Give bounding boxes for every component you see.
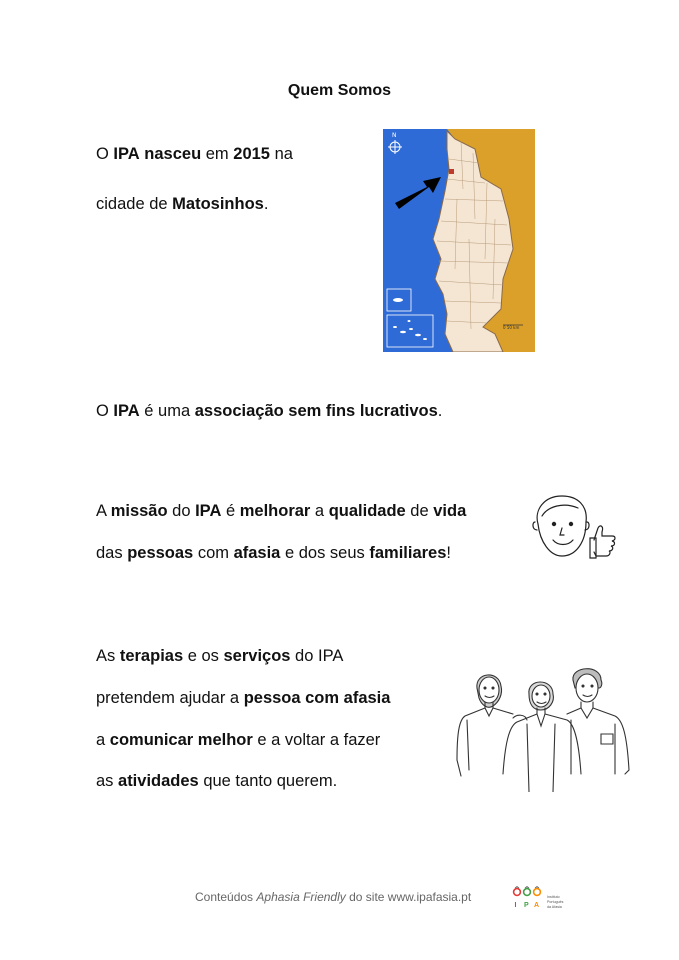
svg-text:Português: Português <box>547 900 564 904</box>
ipa-logo <box>512 886 578 914</box>
footer-credit: Conteúdos Aphasia Friendly do site www.ipafasia.pt <box>195 890 472 904</box>
intro-line-1: O IPA nasceu em 2015 na <box>96 145 293 163</box>
therapies-line-2: pretendem ajudar a pessoa com afasia <box>96 689 391 707</box>
svg-text:A: A <box>534 902 540 909</box>
therapies-line-4: as atividades que tanto querem. <box>96 772 338 790</box>
mission-line-2: das pessoas com afasia e dos seus familiares! <box>96 544 451 562</box>
mission-line-1: A missão do IPA é melhorar a qualidade de vida <box>96 502 467 520</box>
svg-text:Instituto: Instituto <box>547 895 560 899</box>
therapies-line-3: a comunicar melhor e a voltar a fazer <box>96 731 381 749</box>
north-label: N <box>392 132 397 139</box>
portugal-map-image <box>383 129 535 352</box>
svg-text:I: I <box>514 902 517 909</box>
smiling-face-thumbs-up-icon <box>528 490 620 562</box>
scale-label: 0 50 km <box>503 325 520 330</box>
group-of-people-illustration <box>455 664 633 792</box>
intro-line-2: cidade de Matosinhos. <box>96 195 269 213</box>
svg-text:P: P <box>524 902 529 909</box>
ipa-logo-icon <box>512 886 578 914</box>
svg-text:da Afasia: da Afasia <box>547 905 562 909</box>
page-title: Quem Somos <box>287 82 392 99</box>
association-line: O IPA é uma associação sem fins lucrativos. <box>96 402 443 420</box>
therapies-line-1: As terapias e os serviços do IPA <box>96 647 344 665</box>
